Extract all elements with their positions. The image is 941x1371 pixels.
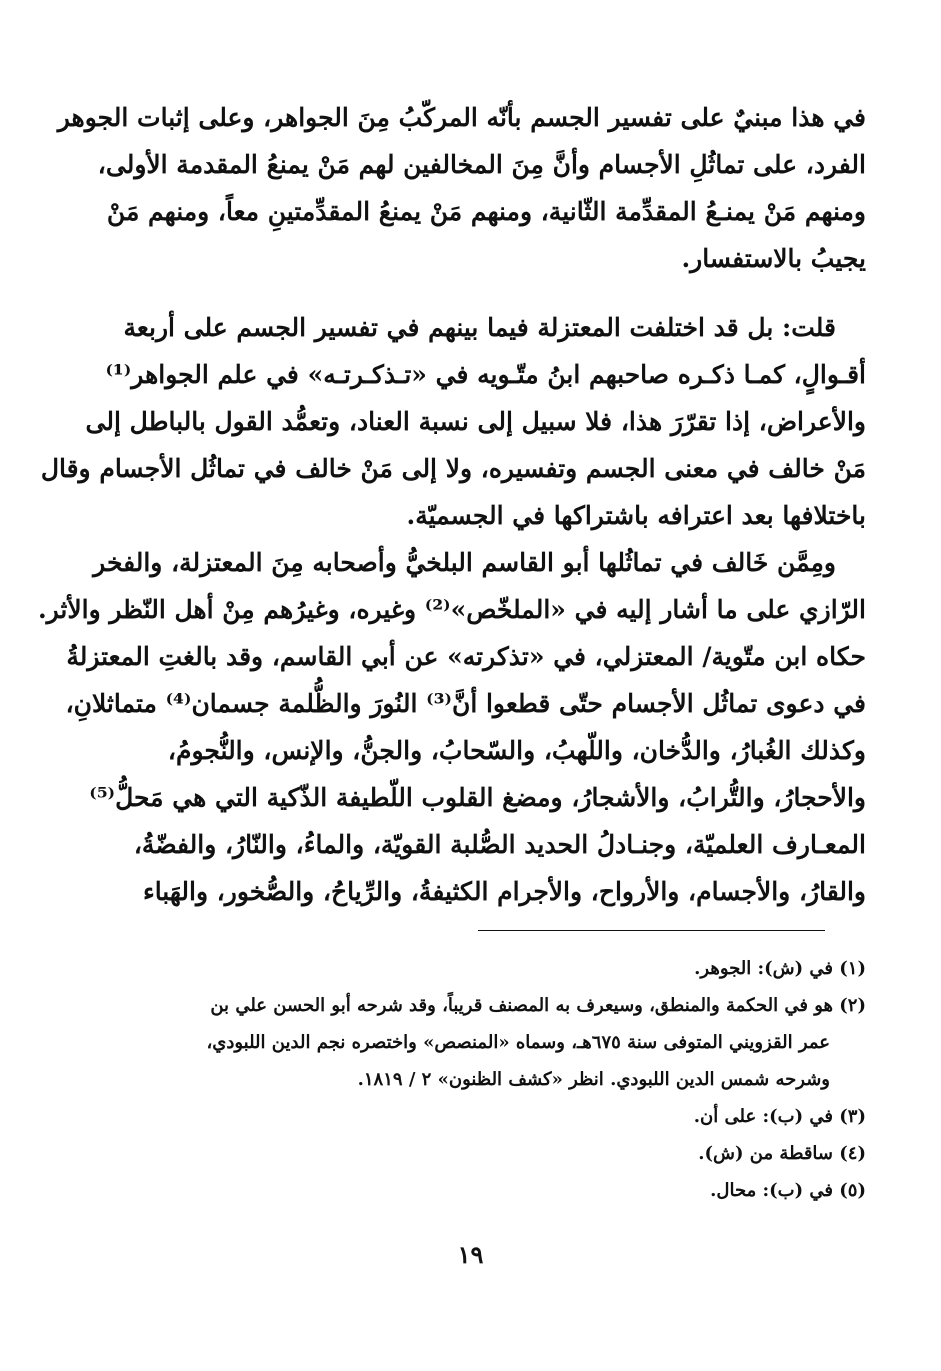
footnote-line: (٣) في (ب): على أن. [693,1106,866,1127]
footnote-1 [146,950,866,987]
body-text [37,94,866,937]
text-line: حكاه ابن متّوية/ المعتزلي، في «تذكرته» عن أبي القاسم، وقد بالغتِ المعتزلةُ [66,642,866,671]
text-line: مَنْ خالف في معنى الجسم وتفسيره، ولا إلى مَنْ خالف في تماثُل الأجسام وقال [40,454,866,483]
text-line: والأحجارُ، والتُّرابُ، والأشجارُ، ومضغ القلوب اللّطيفة الذّكية التي هي مَحلُّ⁽⁵⁾ [89,783,866,812]
text-line: باختلافها بعد اعترافه باشتراكها في الجسميّة. [406,501,866,530]
text-line: في دعوى تماثُل الأجسام حتّى قطعوا أنَّ⁽³⁾ النُورَ والظُّلمة جسمان⁽⁴⁾ متماثلانِ، [65,689,866,718]
footnote-line: عمر القزويني المتوفى سنة ٦٧٥هـ، وسماه «المنصص» واختصره نجم الدين اللبودي، [206,1032,830,1053]
text-line: المعـارف العلميّة، وجنـادلُ الحديد الصُّلبة القويّة، والماءُ، والنّارُ، والفضّةُ، [133,830,866,859]
text-line: أقـوالٍ، كمـا ذكـره صاحبهم ابنُ متّـويه في «تـذكـرتـه» في علم الجواهر⁽¹⁾ [105,360,866,389]
footnote-line: (٥) في (ب): محال. [710,1180,866,1201]
text-line: وكذلك الغُبارُ، والدُّخان، واللّهبُ، والسّحابُ، والجنُّ، والإنس، والنُّجومُ، [167,736,866,765]
footnote-line: وشرحه شمس الدين اللبودي. انظر «كشف الظنون» ٢ / ١٨١٩. [357,1069,830,1090]
footnote-3 [146,1098,866,1135]
footnote-line: (١) في (ش): الجوهر. [694,958,866,979]
footnote-line: (٢) هو في الحكمة والمنطق، وسيعرف به المصنف قريباً، وقد شرحه أبو الحسن علي بن [210,995,866,1016]
text-line: ومنهم مَنْ يمنـعُ المقدِّمة الثّانية، ومنهم مَنْ يمنعُ المقدِّمتينِ معاً، ومنهم مَنْ [106,197,866,226]
text-line: والقارُ، والأجسام، والأرواح، والأجرام الكثيفةُ، والرِّياحُ، والصُّخور، والهَباء [142,877,866,906]
paragraph-1 [57,94,866,282]
footnotes [146,950,866,1209]
text-line: والأعراض، إذا تقرّرَ هذا، فلا سبيل إلى نسبة العناد، وتعمُّد القول بالباطل إلى [85,407,866,436]
footnote-line: (٤) ساقطة من (ش). [698,1143,866,1164]
footnote-4 [146,1135,866,1172]
text-line: الفرد، على تماثُلِ الأجسام وأنَّ مِنَ المخالفين لهم مَنْ يمنعُ المقدمة الأولى، [97,150,866,179]
footnote-separator [478,930,825,931]
paragraph-2 [40,304,866,539]
paragraph-3 [37,539,866,915]
footnote-5 [146,1172,866,1209]
text-line: قلت: بل قد اختلفت المعتزلة فيما بينهم في تفسير الجسم على أربعة [123,313,836,342]
text-line: يجيبُ بالاستفسار. [681,244,866,273]
text-line: الرّازي على ما أشار إليه في «الملخّص»⁽²⁾ وغيره، وغيرُهم مِنْ أهل النّظر والأثر. [37,595,866,624]
footnote-2 [146,987,866,1098]
page-number: ١٩ [457,1240,484,1269]
text-line: في هذا مبنيٌ على تفسير الجسم بأنّه المركّبُ مِنَ الجواهر، وعلى إثبات الجوهر [57,103,866,132]
text-line: ومِمَّن خَالف في تماثُلها أبو القاسم البلخيُّ وأصحابه مِنَ المعتزلة، والفخر [93,548,836,577]
